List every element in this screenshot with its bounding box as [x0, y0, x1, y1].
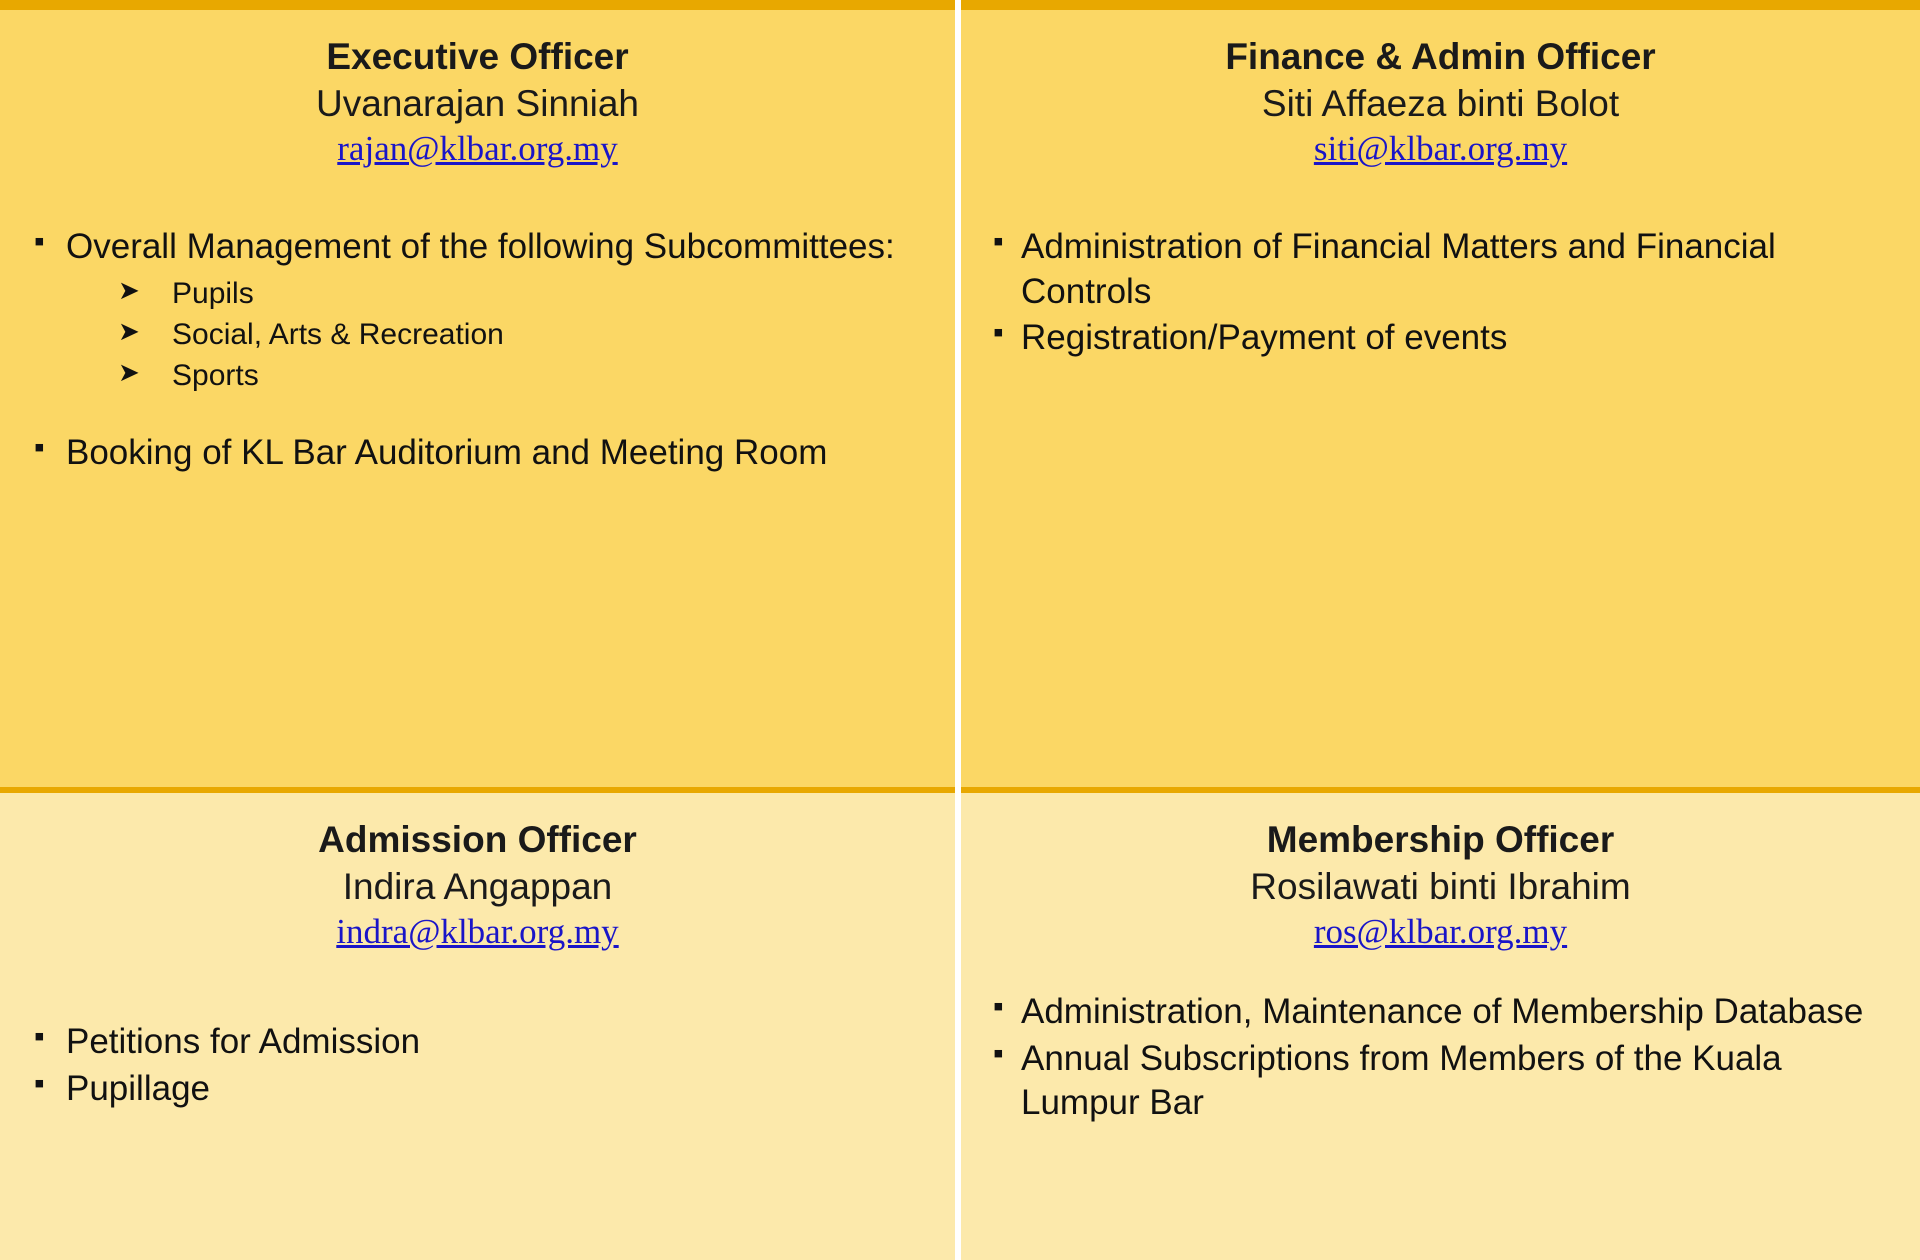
cell-email — [26, 127, 929, 171]
cell-person-name: Uvanarajan Sinniah — [316, 82, 639, 124]
list-item: ▪ Annual Subscriptions from Members of the Kuala Lumpur Bar — [987, 1037, 1894, 1126]
email-link[interactable]: siti@klbar.org.my — [1313, 129, 1568, 169]
cell-title: Admission Officer — [318, 819, 637, 860]
sub-list-item: ➤ Social, Arts & Recreation — [66, 315, 929, 354]
table-cell-admission-officer — [0, 793, 955, 1260]
cell-title: Membership Officer — [1266, 819, 1615, 860]
cell-sub-bullet-list — [66, 274, 929, 395]
email-link[interactable]: indra@klbar.org.my — [336, 912, 619, 952]
list-item: ▪ Petitions for Admission — [26, 1020, 929, 1064]
cell-person-name: Siti Affaeza binti Bolot — [1261, 82, 1620, 124]
cell-email — [26, 910, 929, 954]
cell-bullet-list — [987, 990, 1894, 1125]
cell-email — [987, 910, 1894, 954]
cell-bullet-list — [987, 225, 1894, 360]
list-item: ▪ Booking of KL Bar Auditorium and Meeting Room — [26, 431, 929, 475]
spacer — [987, 173, 1894, 225]
email-link[interactable]: ros@klbar.org.my — [1313, 912, 1568, 952]
email-link[interactable]: rajan@klbar.org.my — [337, 129, 618, 169]
cell-person-name: Rosilawati binti Ibrahim — [1250, 865, 1631, 907]
cell-person-name: Indira Angappan — [342, 865, 613, 907]
table-cell-executive-officer — [0, 10, 955, 787]
sub-list-item: ➤ Sports — [66, 356, 929, 395]
spacer — [26, 173, 929, 225]
list-item: ▪ Registration/Payment of events — [987, 316, 1894, 360]
table-cell-finance-admin-officer — [961, 10, 1920, 787]
cell-bullet-list-secondary — [26, 431, 929, 475]
spacer — [26, 956, 929, 1020]
spacer — [26, 397, 929, 431]
spacer — [987, 956, 1894, 990]
officers-table — [0, 10, 1920, 1260]
table-cell-membership-officer — [961, 793, 1920, 1260]
cell-bullet-list — [26, 225, 929, 394]
cell-email — [987, 127, 1894, 171]
list-item: ▪ Administration of Financial Matters and Financial Controls — [987, 225, 1894, 314]
list-item — [26, 225, 929, 394]
sub-list-item: ➤ Pupils — [66, 274, 929, 313]
cell-bullet-list — [26, 1020, 929, 1111]
list-item: ▪ Pupillage — [26, 1067, 929, 1111]
cell-title: Executive Officer — [326, 36, 629, 77]
bullet-text: Overall Management of the following Subcommittees: — [66, 227, 895, 267]
top-border-gap — [955, 0, 961, 10]
list-item: ▪ Administration, Maintenance of Membership Database — [987, 990, 1894, 1034]
cell-title: Finance & Admin Officer — [1225, 36, 1656, 77]
